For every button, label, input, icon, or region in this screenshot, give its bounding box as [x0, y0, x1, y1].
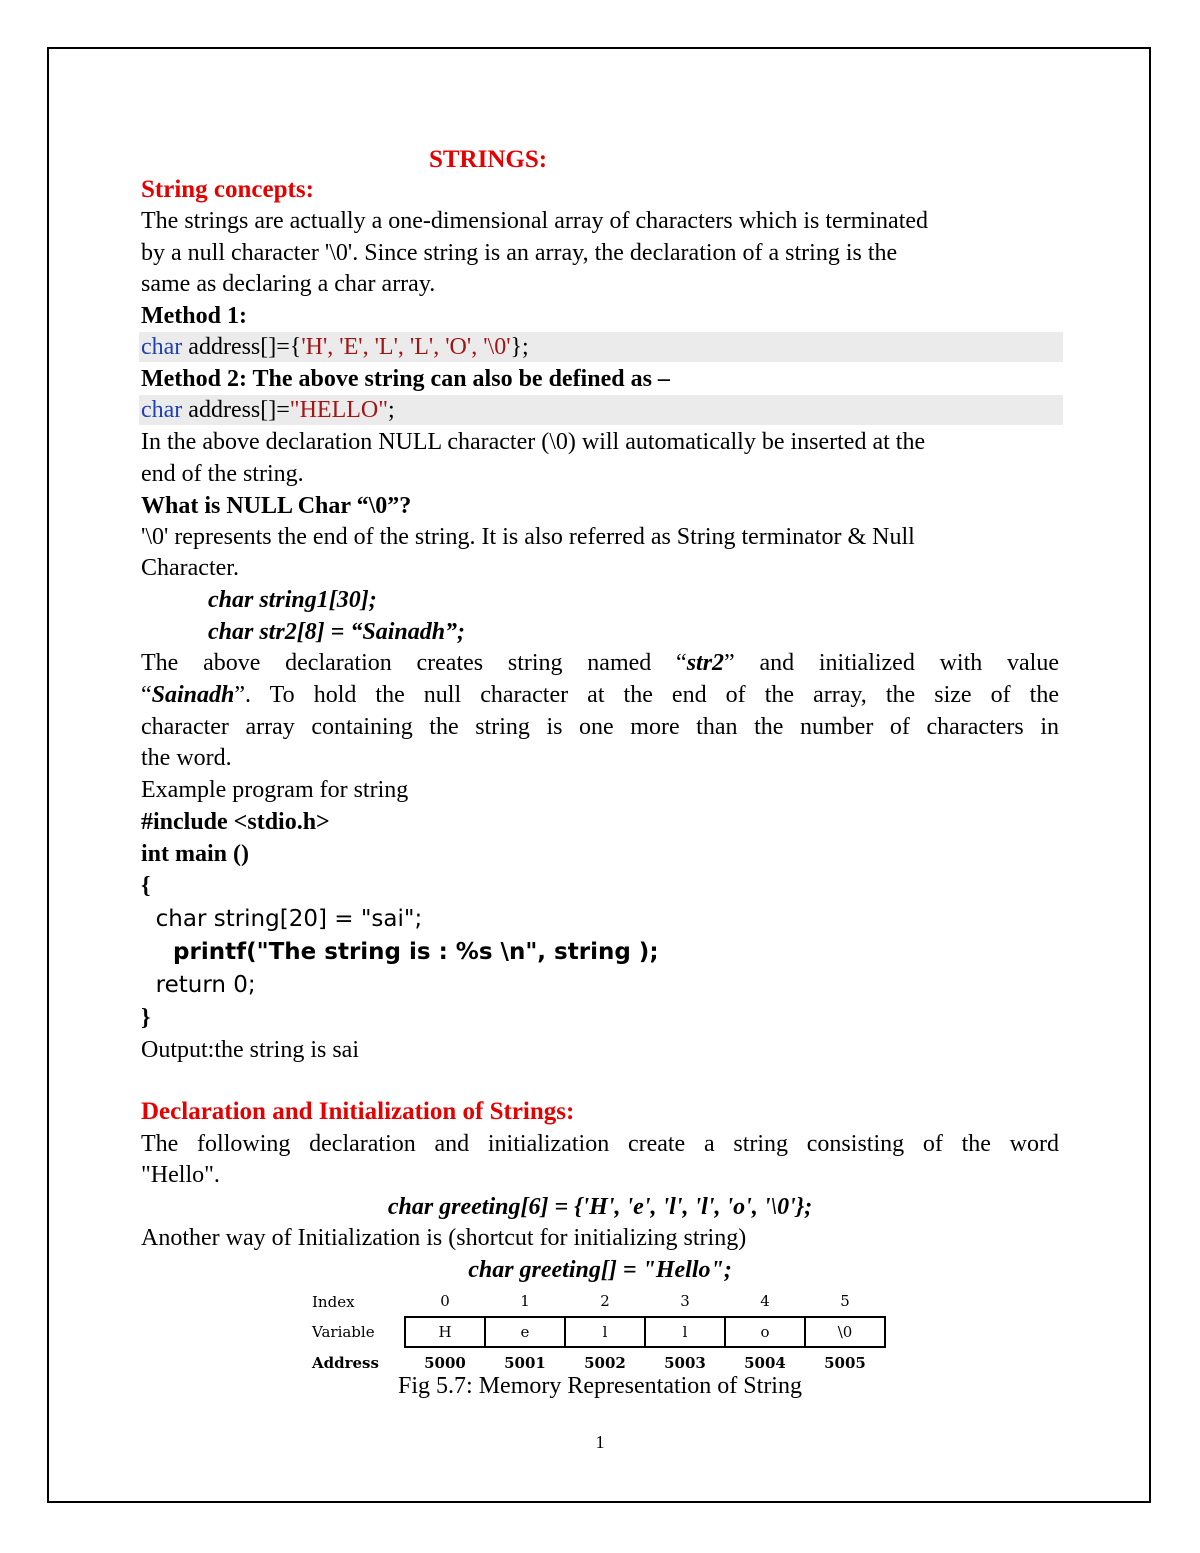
- code-text: address[]=: [182, 397, 290, 423]
- paragraph-line: In the above declaration NULL character (\0) will automatically be inserted at the: [141, 429, 926, 455]
- variable-cell: l: [565, 1317, 645, 1347]
- variable-cell: \0: [805, 1317, 885, 1347]
- text-run: “: [141, 682, 152, 708]
- program-line: }: [141, 1005, 151, 1031]
- explanation-line: [141, 679, 1059, 711]
- explanation-line: character array containing the string is one more than the number of characters in: [141, 714, 1059, 740]
- page-number: 1: [595, 1432, 605, 1452]
- text-run: ” and initialized with value: [724, 650, 1059, 676]
- section-heading-declaration: Declaration and Initialization of Strings:: [141, 1098, 575, 1125]
- paragraph-line: The strings are actually a one-dimensional array of characters which is terminated: [141, 208, 929, 234]
- variable-label: Variable: [312, 1323, 375, 1341]
- address-cell: 5005: [824, 1354, 866, 1372]
- page-title: STRINGS:: [428, 146, 548, 173]
- program-line: return 0;: [141, 972, 256, 998]
- paragraph-line: The following declaration and initialization create a string consisting of the word: [141, 1131, 1059, 1157]
- paragraph-line: "Hello".: [141, 1162, 220, 1188]
- code-chars: 'H', 'E', 'L', 'L', 'O', '\0': [301, 334, 511, 360]
- index-cell: 4: [760, 1292, 770, 1310]
- memory-table: [312, 1286, 886, 1378]
- variable-cell: e: [485, 1317, 565, 1347]
- address-cell: 5002: [584, 1354, 626, 1372]
- index-label: Index: [312, 1292, 355, 1311]
- index-cell: 2: [600, 1292, 610, 1310]
- code-end: };: [510, 334, 529, 360]
- code-end: ;: [388, 397, 395, 423]
- code-text: address[]={: [182, 334, 302, 360]
- code-keyword: char: [141, 334, 183, 360]
- program-line: {: [141, 873, 151, 899]
- code-keyword: char: [141, 397, 183, 423]
- example-label: Example program for string: [141, 777, 409, 803]
- program-line: char string[20] = "sai";: [141, 906, 423, 932]
- text-run: ”. To hold the null character at the end of the array, the size of the: [234, 682, 1059, 708]
- variable-cell: H: [405, 1317, 485, 1347]
- text-run: The above declaration creates string named “: [141, 650, 687, 676]
- index-cell: 0: [440, 1292, 450, 1310]
- text-run: Sainadh: [151, 682, 235, 708]
- program-line: printf("The string is : %s \n", string );: [141, 939, 659, 965]
- index-cell: 1: [520, 1292, 530, 1310]
- null-question: What is NULL Char “\0”?: [141, 493, 412, 519]
- code-value: "HELLO": [289, 397, 389, 423]
- address-cell: 5003: [664, 1354, 706, 1372]
- address-label: Address: [312, 1353, 379, 1372]
- paragraph-line: same as declaring a char array.: [141, 271, 436, 297]
- paragraph-line: end of the string.: [141, 461, 304, 487]
- index-cell: 5: [840, 1292, 850, 1310]
- method2-code: [141, 394, 395, 426]
- paragraph-line: Another way of Initialization is (shortcut for initializing string): [141, 1225, 747, 1251]
- index-cell: 3: [680, 1292, 690, 1310]
- variable-row: [312, 1317, 885, 1347]
- paragraph-line: by a null character '\0'. Since string is an array, the declaration of a string is the: [141, 240, 898, 266]
- program-line: #include <stdio.h>: [141, 809, 330, 835]
- greeting-array-code: char greeting[6] = {'H', 'e', 'l', 'l', 'o', '\0'};: [387, 1194, 813, 1220]
- declaration-example: char string1[30];: [208, 587, 377, 613]
- method2-label: Method 2: The above string can also be defined as –: [141, 366, 670, 392]
- index-row: [312, 1286, 885, 1317]
- text-run: str2: [686, 650, 725, 676]
- address-cell: 5004: [744, 1354, 786, 1372]
- paragraph-line: '\0' represents the end of the string. It is also referred as String terminator & Null: [141, 524, 915, 550]
- declaration-example: char str2[8] = “Sainadh”;: [208, 619, 466, 645]
- explanation-line: the word.: [141, 745, 232, 771]
- address-cell: 5001: [504, 1354, 546, 1372]
- variable-cell: l: [645, 1317, 725, 1347]
- method1-code: [141, 331, 529, 363]
- program-line: int main (): [141, 841, 249, 867]
- method1-label: Method 1:: [141, 303, 247, 329]
- greeting-string-code: char greeting[] = "Hello";: [468, 1257, 732, 1283]
- paragraph-line: Character.: [141, 555, 239, 581]
- section-heading-string-concepts: String concepts:: [141, 176, 314, 203]
- program-output: Output:the string is sai: [141, 1037, 359, 1063]
- figure-caption: Fig 5.7: Memory Representation of String: [398, 1373, 802, 1399]
- address-cell: 5000: [424, 1354, 466, 1372]
- explanation-line: [141, 647, 1059, 679]
- variable-cell: o: [725, 1317, 805, 1347]
